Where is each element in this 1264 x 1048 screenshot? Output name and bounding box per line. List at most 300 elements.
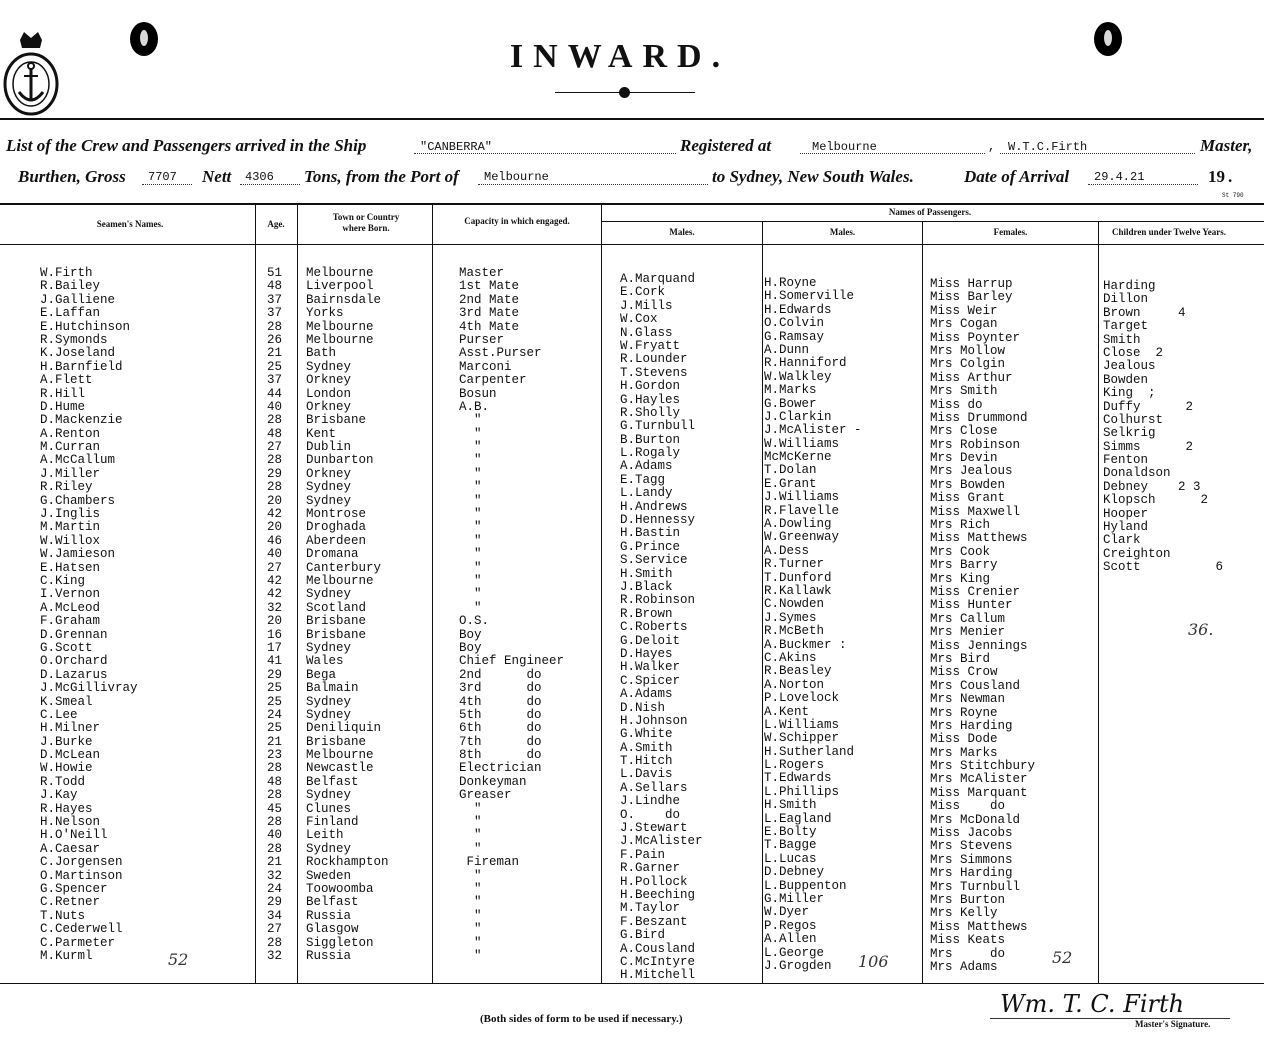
crew-name-cell: E.Laffan [40, 306, 101, 321]
crew-age-cell: 24 [267, 881, 283, 896]
male-passenger-cell: A.Dowling [764, 517, 832, 532]
crew-capacity-cell: Donkeyman [459, 774, 527, 789]
female-passenger-cell: Miss Weir [930, 303, 998, 318]
crew-name-cell: C.Cederwell [40, 922, 123, 937]
crew-town-cell: Clunes [306, 801, 352, 816]
male-passenger-cell: W.Walkley [764, 369, 832, 384]
crew-capacity-cell: " [459, 948, 482, 963]
header-seamens-names: Seamen's Names. [96, 219, 164, 229]
crew-town-cell: Sydney [306, 480, 352, 495]
crew-age-cell: 16 [267, 627, 283, 642]
header-names-of-passengers: Names of Passengers. [888, 207, 972, 217]
date-of-arrival-label: Date of Arrival [964, 167, 1070, 186]
col-divider-2 [297, 203, 298, 983]
female-passenger-cell: Miss do [930, 799, 1006, 814]
crew-name-cell: H.Milner [40, 721, 101, 736]
female-passenger-cell: Miss Arthur [930, 370, 1013, 385]
crew-age-cell: 41 [267, 654, 283, 669]
male-passenger-cell: G.Bird [620, 928, 666, 943]
registered-at-value: Melbourne [812, 140, 877, 154]
crew-name-cell: H.Nelson [40, 815, 101, 830]
crew-age-cell: 21 [267, 855, 283, 870]
female-passenger-cell: Mrs Harding [930, 718, 1013, 733]
crew-age-cell: 29 [267, 895, 283, 910]
crew-capacity-cell: A.B. [459, 399, 490, 414]
crew-age-cell: 37 [267, 373, 283, 388]
female-passenger-cell: Mrs McAlister [930, 772, 1028, 787]
crew-name-cell: D.Mackenzie [40, 413, 123, 428]
table-header-bottom-rule [0, 244, 1264, 245]
female-passenger-cell: Mrs Robinson [930, 437, 1021, 452]
crew-age-cell: 48 [267, 279, 283, 294]
female-passenger-cell: Miss Barley [930, 290, 1013, 305]
crew-age-cell: 28 [267, 788, 283, 803]
crew-name-cell: C.Lee [40, 707, 78, 722]
male-passenger-cell: R.Lounder [620, 352, 688, 367]
crew-town-cell: Canterbury [306, 560, 382, 575]
crew-age-cell: 27 [267, 440, 283, 455]
crew-name-cell: R.Symonds [40, 332, 108, 347]
crew-name-cell: J.Miller [40, 466, 101, 481]
crew-name-cell: W.Firth [40, 266, 93, 280]
crew-age-cell: 48 [267, 426, 283, 441]
male-passenger-cell: G.White [620, 727, 673, 742]
table-top-rule [0, 203, 1264, 205]
crew-name-cell: A.McLeod [40, 600, 101, 615]
crew-name-cell: R.Hill [40, 386, 86, 401]
crew-town-cell: Toowoomba [306, 881, 374, 896]
comma: , [988, 140, 996, 154]
male-passenger-cell: L.Williams [764, 717, 840, 732]
master-name: W.T.C.Firth [1008, 140, 1088, 154]
crew-capacity-cell: " [459, 908, 482, 923]
male-passenger-cell: M.Taylor [620, 901, 681, 916]
crew-age-cell: 28 [267, 761, 283, 776]
passengers-males-column-2 [764, 277, 862, 973]
crew-town-cell: Sydney [306, 640, 352, 655]
crew-age-cell: 37 [267, 292, 283, 307]
male-passenger-cell: E.Cork [620, 285, 666, 300]
passengers-males-column-1 [620, 273, 703, 983]
crew-age-cell: 17 [267, 640, 283, 655]
female-passenger-cell: Mrs do [930, 946, 1006, 961]
crew-name-cell: J.Kay [40, 788, 78, 803]
female-passenger-cell: Miss Crow [930, 665, 998, 680]
crew-age-cell: 28 [267, 413, 283, 428]
crew-town-cell: Sydney [306, 841, 352, 856]
crew-capacity-cell: " [459, 507, 482, 522]
crew-ages-column [267, 267, 282, 963]
crew-capacity-cell: " [459, 868, 482, 883]
male-passenger-cell: R.Robinson [620, 593, 696, 608]
female-passenger-cell: Mrs Close [930, 424, 998, 439]
crew-capacity-cell: Bosun [459, 386, 497, 401]
child-passenger-cell: Clark [1103, 533, 1141, 548]
crew-capacity-cell: 7th do [459, 734, 542, 749]
male-passenger-cell: J.Grogden [764, 958, 832, 973]
crew-town-cell: Sydney [306, 694, 352, 709]
male-passenger-cell: T.Bagge [764, 838, 817, 853]
crew-age-cell: 23 [267, 748, 283, 763]
crew-capacity-cell: " [459, 547, 482, 562]
crew-age-cell: 29 [267, 667, 283, 682]
footer-note: (Both sides of form to be used if necessary.) [480, 1013, 683, 1025]
crew-name-cell: O.Orchard [40, 654, 108, 669]
crew-age-cell: 25 [267, 694, 283, 709]
male-passenger-cell: McMcKerne [764, 450, 832, 465]
col-divider-7 [1098, 221, 1099, 983]
crew-capacity-cell: " [459, 801, 482, 816]
female-passenger-cell: Miss do [930, 397, 983, 412]
crew-capacity-cell: 5th do [459, 707, 542, 722]
crew-name-cell: F.Graham [40, 614, 101, 629]
ship-name-line [414, 153, 676, 154]
male-passenger-cell: L.Phillips [764, 784, 840, 799]
child-passenger-cell: Fenton [1103, 453, 1149, 468]
punch-hole-left [130, 22, 158, 56]
crew-age-cell: 24 [267, 707, 283, 722]
crew-capacity-cell: 2nd do [459, 667, 542, 682]
male-passenger-cell: D.Hayes [620, 646, 673, 661]
date-of-arrival-value: 29.4.21 [1094, 170, 1145, 184]
male-passenger-cell: L.George [764, 945, 825, 960]
male-passenger-cell: T.Stevens [620, 365, 688, 380]
crew-town-cell: Newcastle [306, 761, 374, 776]
crew-capacity-cell: " [459, 881, 482, 896]
male-passenger-cell: A.Allen [764, 932, 817, 947]
male-passenger-cell: R.Flavelle [764, 503, 840, 518]
male-passenger-cell: J.Clarkin [764, 409, 832, 424]
crew-name-cell: M.Kurml [40, 948, 93, 963]
crew-town-cell: Leith [306, 828, 344, 843]
annotation-52-a: 52 [168, 950, 189, 969]
crew-capacity-cell: " [459, 520, 482, 535]
male-passenger-cell: L.Eagland [764, 811, 832, 826]
female-passenger-cell: Miss Hunter [930, 598, 1013, 613]
form-mark: St 790 [1222, 192, 1244, 199]
female-passenger-cell: Mrs Stitchbury [930, 759, 1036, 774]
header-females: Females. [993, 227, 1028, 237]
male-passenger-cell: G.Hayles [620, 392, 681, 407]
crew-name-cell: O.Martinson [40, 868, 123, 883]
crew-town-cell: Scotland [306, 600, 367, 615]
male-passenger-cell: H.Somerville [764, 289, 855, 304]
male-passenger-cell: R.Beasley [764, 664, 832, 679]
crew-capacity-cell: " [459, 828, 482, 843]
crew-name-cell: D.Lazarus [40, 667, 108, 682]
female-passenger-cell: Mrs Turnbull [930, 879, 1021, 894]
crew-capacity-cell: " [459, 587, 482, 602]
crew-name-cell: K.Joseland [40, 346, 116, 361]
crew-capacity-cell: " [459, 935, 482, 950]
table-bottom-rule [0, 983, 1264, 984]
col-divider-3 [432, 203, 433, 983]
crew-age-cell: 20 [267, 520, 283, 535]
male-passenger-cell: A.Buckmer : [764, 637, 847, 652]
crew-age-cell: 42 [267, 507, 283, 522]
crew-capacity-cell: 4th Mate [459, 319, 520, 334]
male-passenger-cell: O. do [620, 807, 681, 822]
female-passenger-cell: Mrs Burton [930, 892, 1006, 907]
crew-capacity-cell: 3rd do [459, 681, 542, 696]
crew-name-cell: R.Riley [40, 480, 93, 495]
crew-capacity-cell: " [459, 480, 482, 495]
crew-age-cell: 28 [267, 453, 283, 468]
female-passenger-cell: Mrs Royne [930, 705, 998, 720]
crew-name-cell: H.O'Neill [40, 828, 108, 843]
crew-age-cell: 51 [267, 266, 283, 280]
crew-name-cell: J.Galliene [40, 292, 116, 307]
female-passenger-cell: Mrs Kelly [930, 906, 998, 921]
crew-age-cell: 21 [267, 734, 283, 749]
male-passenger-cell: G.Ramsay [764, 329, 825, 344]
crew-capacity-cell: " [459, 493, 482, 508]
crew-name-cell: M.Curran [40, 440, 101, 455]
crew-capacity-cell: Marconi [459, 359, 512, 374]
crew-capacities-column [459, 267, 564, 963]
crew-age-cell: 44 [267, 386, 283, 401]
female-passenger-cell: Miss Keats [930, 933, 1006, 948]
male-passenger-cell: J.Symes [764, 610, 817, 625]
crew-town-cell: Siggleton [306, 935, 374, 950]
male-passenger-cell: W.Schipper [764, 731, 840, 746]
crew-name-cell: A.Caesar [40, 841, 101, 856]
crew-name-cell: C.Parmeter [40, 935, 116, 950]
male-passenger-cell: T.Dolan [764, 463, 817, 478]
male-passenger-cell: R.Hanniford [764, 356, 847, 371]
crew-age-cell: 40 [267, 399, 283, 414]
child-passenger-cell: Creighton [1103, 546, 1171, 561]
crew-capacity-cell: " [459, 426, 482, 441]
crew-capacity-cell: Fireman [459, 855, 520, 870]
annotation-36: 36. [1188, 620, 1214, 639]
crew-town-cell: Dunbarton [306, 453, 374, 468]
child-passenger-cell: Bowden [1103, 372, 1149, 387]
female-passenger-cell: Miss Harrup [930, 277, 1013, 291]
crew-name-cell: R.Hayes [40, 801, 93, 816]
crew-town-cell: Melbourne [306, 332, 374, 347]
year-prefix: 19 [1208, 167, 1225, 186]
male-passenger-cell: C.Akins [764, 650, 817, 665]
female-passenger-cell: Mrs Barry [930, 558, 998, 573]
male-passenger-cell: H.Mitchell [620, 968, 696, 983]
male-passenger-cell: J.Lindhe [620, 794, 681, 809]
male-passenger-cell: G.Turnbull [620, 419, 696, 434]
male-passenger-cell: H.Gordon [620, 379, 681, 394]
crew-town-cell: Yorks [306, 306, 344, 321]
crew-name-cell: M.Martin [40, 520, 101, 535]
crew-name-cell: K.Smeal [40, 694, 93, 709]
female-passenger-cell: Miss Maxwell [930, 504, 1021, 519]
crew-town-cell: Deniliquin [306, 721, 382, 736]
child-passenger-cell: Brown 4 [1103, 305, 1186, 320]
header-males-2: Males. [829, 227, 856, 237]
crew-capacity-cell: Boy [459, 640, 482, 655]
female-passenger-cell: Mrs Menier [930, 625, 1006, 640]
port-of-line [478, 184, 708, 185]
male-passenger-cell: P.Regos [764, 918, 817, 933]
crew-name-cell: D.McLean [40, 748, 101, 763]
female-passenger-cell: Mrs Newman [930, 692, 1006, 707]
crew-capacity-cell: Asst.Purser [459, 346, 542, 361]
page-title: INWARD. [509, 38, 731, 75]
child-passenger-cell: Close 2 [1103, 345, 1164, 360]
crew-name-cell: T.Nuts [40, 908, 86, 923]
male-passenger-cell: H.Pollock [620, 874, 688, 889]
registered-at-label: Registered at [680, 136, 772, 155]
punch-hole-right [1094, 22, 1122, 56]
male-passenger-cell: L.Rogers [764, 758, 825, 773]
child-passenger-cell: Harding [1103, 279, 1156, 293]
male-passenger-cell: R.Turner [764, 557, 825, 572]
crew-town-cell: Sydney [306, 707, 352, 722]
master-signature-label: Master's Signature. [1135, 1019, 1211, 1029]
crew-age-cell: 42 [267, 573, 283, 588]
crew-town-cell: Orkney [306, 399, 352, 414]
header-age: Age. [267, 219, 285, 229]
crew-town-cell: Brisbane [306, 614, 367, 629]
male-passenger-cell: A.Cousland [620, 941, 696, 956]
male-passenger-cell: A.Kent [764, 704, 810, 719]
crew-age-cell: 28 [267, 815, 283, 830]
crew-capacity-cell: " [459, 922, 482, 937]
crew-name-cell: J.Burke [40, 734, 93, 749]
male-passenger-cell: L.Buppenton [764, 878, 847, 893]
crew-capacity-cell: " [459, 895, 482, 910]
crew-town-cell: Orkney [306, 373, 352, 388]
female-passenger-cell: Mrs Rich [930, 518, 991, 533]
passengers-children-column [1103, 280, 1223, 575]
child-passenger-cell: Duffy 2 [1103, 399, 1194, 414]
male-passenger-cell: W.Williams [764, 436, 840, 451]
male-passenger-cell: R.Brown [620, 606, 673, 621]
child-passenger-cell: Selkrig [1103, 426, 1156, 441]
male-passenger-cell: M.Marks [764, 383, 817, 398]
port-of-value: Melbourne [484, 170, 549, 184]
crew-capacity-cell: 3rd Mate [459, 306, 520, 321]
male-passenger-cell: J.McAlister - [764, 423, 862, 438]
crew-age-cell: 32 [267, 868, 283, 883]
crew-capacity-cell: " [459, 453, 482, 468]
header-town: Town or Country where Born. [332, 212, 400, 233]
male-passenger-cell: W.Cox [620, 312, 658, 327]
crew-age-cell: 40 [267, 547, 283, 562]
crew-capacity-cell: 8th do [459, 748, 542, 763]
crew-name-cell: R.Bailey [40, 279, 101, 294]
male-passenger-cell: G.Deloit [620, 633, 681, 648]
crew-age-cell: 28 [267, 935, 283, 950]
crew-name-cell: W.Willox [40, 533, 101, 548]
crew-towns-column [306, 267, 389, 963]
crew-name-cell: G.Spencer [40, 881, 108, 896]
female-passenger-cell: Mrs Bowden [930, 477, 1006, 492]
crew-capacity-cell: " [459, 466, 482, 481]
child-passenger-cell: King ; [1103, 386, 1156, 401]
male-passenger-cell: A.Norton [764, 677, 825, 692]
female-passenger-cell: Mrs Adams [930, 959, 998, 974]
male-passenger-cell: H.Royne [764, 276, 817, 290]
crew-town-cell: Sydney [306, 359, 352, 374]
male-passenger-cell: G.Miller [764, 891, 825, 906]
child-passenger-cell: Hooper [1103, 506, 1149, 521]
col-divider-4 [601, 203, 602, 983]
crew-town-cell: Aberdeen [306, 533, 367, 548]
male-passenger-cell: W.Greenway [764, 530, 840, 545]
male-passenger-cell: A.Sellars [620, 780, 688, 795]
crew-capacity-cell: Boy [459, 627, 482, 642]
male-passenger-cell: W.Fryatt [620, 338, 681, 353]
crew-capacity-cell: " [459, 440, 482, 455]
crew-name-cell: G.Scott [40, 640, 93, 655]
crew-capacity-cell: " [459, 841, 482, 856]
male-passenger-cell: F.Pain [620, 847, 666, 862]
male-passenger-cell: E.Grant [764, 476, 817, 491]
gross-value: 7707 [148, 170, 177, 184]
male-passenger-cell: H.Sutherland [764, 744, 855, 759]
crew-town-cell: Belfast [306, 895, 359, 910]
crew-age-cell: 27 [267, 922, 283, 937]
crew-age-cell: 45 [267, 801, 283, 816]
child-passenger-cell: Donaldson [1103, 466, 1171, 481]
annotation-52-b: 52 [1052, 948, 1073, 967]
male-passenger-cell: H.Johnson [620, 713, 688, 728]
male-passenger-cell: N.Glass [620, 325, 673, 340]
registered-at-line [800, 153, 985, 154]
child-passenger-cell: Smith [1103, 332, 1141, 347]
male-passenger-cell: R.McBeth [764, 624, 825, 639]
tons-from-label: Tons, from the Port of [304, 167, 459, 186]
crew-age-cell: 29 [267, 466, 283, 481]
female-passenger-cell: Miss Matthews [930, 531, 1028, 546]
crew-town-cell: Balmain [306, 681, 359, 696]
ship-name: "CANBERRA" [420, 140, 493, 154]
female-passenger-cell: Mrs Callum [930, 611, 1006, 626]
crew-age-cell: 46 [267, 533, 283, 548]
crew-town-cell: Dublin [306, 440, 352, 455]
male-passenger-cell: H.Bastin [620, 526, 681, 541]
crew-town-cell: Sydney [306, 493, 352, 508]
crew-age-cell: 34 [267, 908, 283, 923]
male-passenger-cell: A.Dunn [764, 342, 810, 357]
female-passenger-cell: Miss Jennings [930, 638, 1028, 653]
crew-name-cell: W.Howie [40, 761, 93, 776]
female-passenger-cell: Mrs Devin [930, 451, 998, 466]
crew-capacity-cell: " [459, 573, 482, 588]
male-passenger-cell: G.Bower [764, 396, 817, 411]
crew-names-column [40, 267, 138, 963]
female-passenger-cell: Miss Crenier [930, 584, 1021, 599]
list-of-label: List of the Crew and Passengers arrived in the Ship [6, 136, 367, 155]
crew-capacity-cell: Chief Engineer [459, 654, 565, 669]
male-passenger-cell: R.Garner [620, 861, 681, 876]
male-passenger-cell: T.Edwards [764, 771, 832, 786]
male-passenger-cell: C.Nowden [764, 597, 825, 612]
child-passenger-cell: Klopsch 2 [1103, 493, 1209, 508]
crew-age-cell: 28 [267, 480, 283, 495]
crew-town-cell: Bairnsdale [306, 292, 382, 307]
crew-age-cell: 32 [267, 600, 283, 615]
crew-name-cell: C.Retner [40, 895, 101, 910]
male-passenger-cell: C.Spicer [620, 673, 681, 688]
crew-town-cell: Russia [306, 948, 352, 963]
male-passenger-cell: J.Black [620, 579, 673, 594]
crew-capacity-cell: " [459, 413, 482, 428]
passengers-females-column [930, 278, 1035, 974]
child-passenger-cell: Scott 6 [1103, 560, 1224, 575]
crew-capacity-cell: 6th do [459, 721, 542, 736]
male-passenger-cell: A.Dess [764, 543, 810, 558]
male-passenger-cell: W.Dyer [764, 905, 810, 920]
